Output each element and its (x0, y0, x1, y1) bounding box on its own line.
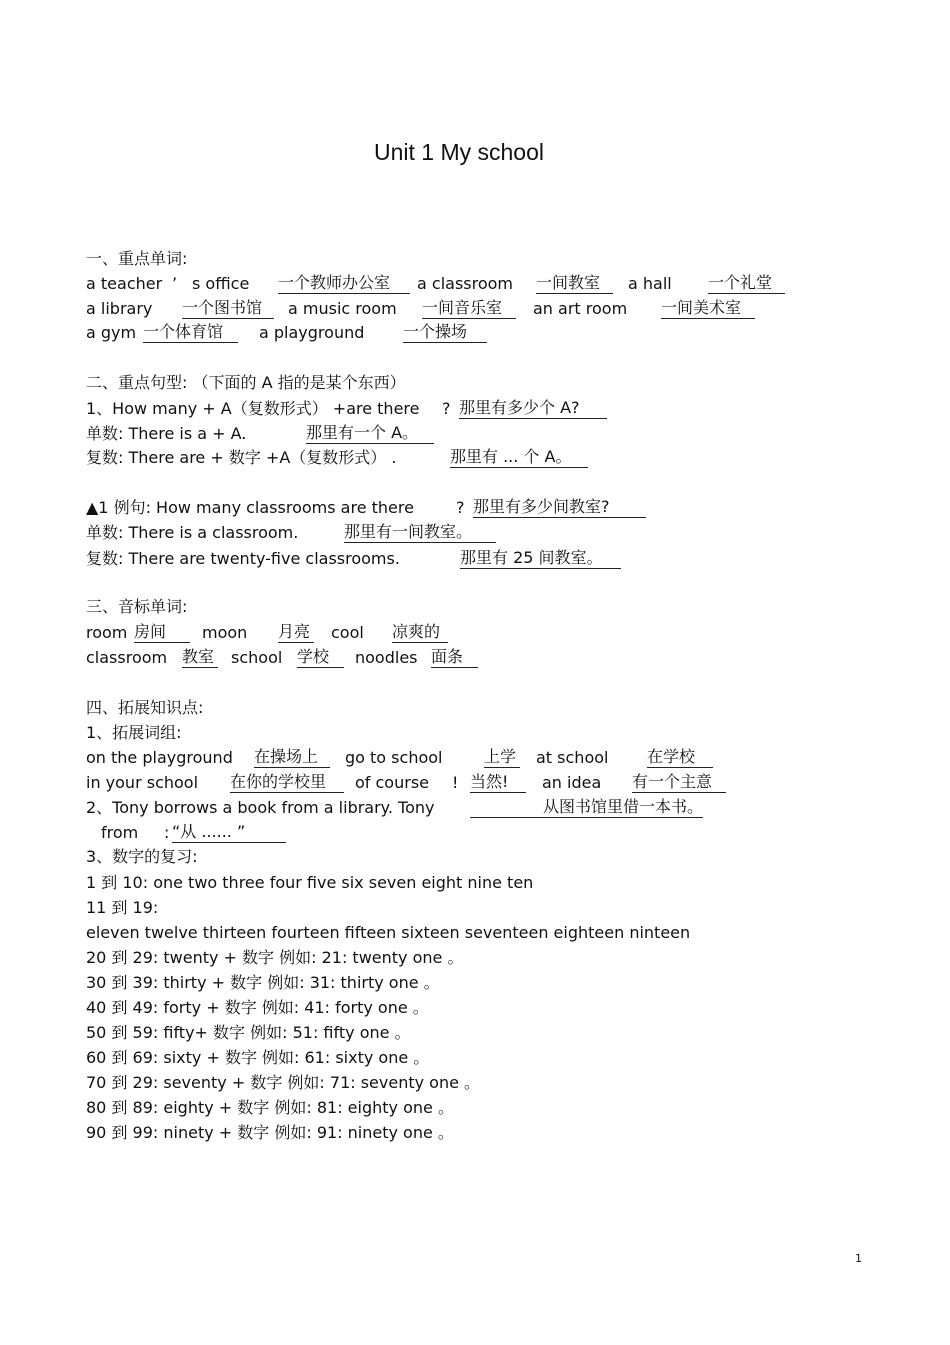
mark: : (164, 823, 170, 842)
answer: 学校 (297, 646, 344, 668)
answer: 凉爽的 (392, 621, 448, 643)
section-2-heading: 二、重点句型: （下面的 A 指的是某个东西） (86, 373, 406, 392)
decade-row: 50 到 59: fifty+ 数字 例如: 51: fifty one 。 (86, 1023, 411, 1042)
decade-row: 30 到 39: thirty + 数字 例如: 31: thirty one 。 (86, 973, 440, 992)
text: 单数: There is a + A. (86, 424, 247, 443)
word: go to school (345, 748, 443, 767)
word: a gym (86, 323, 137, 342)
page-number: 1 (855, 1252, 862, 1265)
mark: ? (442, 399, 451, 418)
text: 复数: There are twenty-five classrooms. (86, 549, 400, 568)
answer: 一间音乐室 (422, 297, 516, 319)
answer: 房间 (134, 621, 190, 643)
numbers-11-19-label: 11 到 19: (86, 898, 159, 917)
word: of course (355, 773, 429, 792)
answer: 一个操场 (403, 321, 487, 343)
answer: 从图书馆里借一本书。 (470, 796, 703, 818)
word: noodles (355, 648, 418, 667)
answer: 那里有一间教室。 (344, 521, 496, 543)
word: classroom (86, 648, 168, 667)
word: a classroom (417, 274, 513, 293)
mark: ! (452, 773, 459, 792)
word: school (231, 648, 283, 667)
decade-row: 40 到 49: forty + 数字 例如: 41: forty one 。 (86, 998, 429, 1017)
word: moon (202, 623, 248, 642)
word: at school (536, 748, 609, 767)
answer: “从 ...... ” (172, 821, 286, 843)
answer: 一个教师办公室 (278, 272, 410, 294)
word: in your school (86, 773, 199, 792)
text: 单数: There is a classroom. (86, 523, 299, 542)
answer: 一个体育馆 (143, 321, 238, 343)
answer: 那里有一个 A。 (306, 422, 434, 444)
answer: 一个图书馆 (182, 297, 274, 319)
answer: 当然! (470, 771, 526, 793)
word: a hall (628, 274, 672, 293)
word: cool (331, 623, 364, 642)
word: a library (86, 299, 153, 318)
page-title: Unit 1 My school (373, 139, 544, 165)
answer: 一个礼堂 (708, 272, 785, 294)
word: s office (192, 274, 250, 293)
answer: 上学 (484, 746, 520, 768)
decade-row: 80 到 89: eighty + 数字 例如: 81: eighty one 。 (86, 1098, 454, 1117)
answer: 一间教室 (536, 272, 613, 294)
word: from (101, 823, 139, 842)
section-4-heading: 四、拓展知识点: (86, 698, 204, 717)
answer: 在学校 (647, 746, 713, 768)
text: 1、How many + A（复数形式） +are there (86, 399, 420, 418)
answer: 一间美术室 (661, 297, 755, 319)
answer: 那里有多少间教室? (473, 496, 646, 518)
answer: 那里有 25 间教室。 (460, 547, 621, 569)
answer: 有一个主意 (632, 771, 726, 793)
subheading-phrases: 1、拓展词组: (86, 723, 182, 742)
decade-row: 60 到 69: sixty + 数字 例如: 61: sixty one 。 (86, 1048, 430, 1067)
answer: 月亮 (278, 621, 314, 643)
mark: ? (456, 498, 465, 517)
text: 2、Tony borrows a book from a library. Tony (86, 798, 435, 817)
answer: 那里有多少个 A? (459, 397, 607, 419)
word: a teacher (86, 274, 163, 293)
numbers-11-19: eleven twelve thirteen fourteen fifteen sixteen seventeen eighteen ninteen (86, 923, 691, 942)
apostrophe: ’ (172, 274, 178, 293)
word: an art room (533, 299, 628, 318)
answer: 面条 (431, 646, 478, 668)
word: room (86, 623, 128, 642)
answer: 那里有 ... 个 A。 (450, 446, 588, 468)
answer: 教室 (182, 646, 218, 668)
decade-row: 20 到 29: twenty + 数字 例如: 21: twenty one 。 (86, 948, 464, 967)
decade-row: 90 到 99: ninety + 数字 例如: 91: ninety one 。 (86, 1123, 454, 1142)
word: a playground (259, 323, 365, 342)
subheading-numbers: 3、数字的复习: (86, 847, 198, 866)
answer: 在操场上 (254, 746, 330, 768)
section-1-heading: 一、重点单词: (86, 249, 188, 268)
word: on the playground (86, 748, 233, 767)
word: a music room (288, 299, 397, 318)
decade-row: 70 到 29: seventy + 数字 例如: 71: seventy one 。 (86, 1073, 481, 1092)
word: an idea (542, 773, 602, 792)
answer: 在你的学校里 (230, 771, 344, 793)
numbers-1-10: 1 到 10: one two three four five six seven eight nine ten (86, 873, 534, 892)
text: 复数: There are + 数字 +A（复数形式） . (86, 448, 397, 467)
section-3-heading: 三、音标单词: (86, 597, 188, 616)
text: ▲1 例句: How many classrooms are there (86, 498, 414, 517)
